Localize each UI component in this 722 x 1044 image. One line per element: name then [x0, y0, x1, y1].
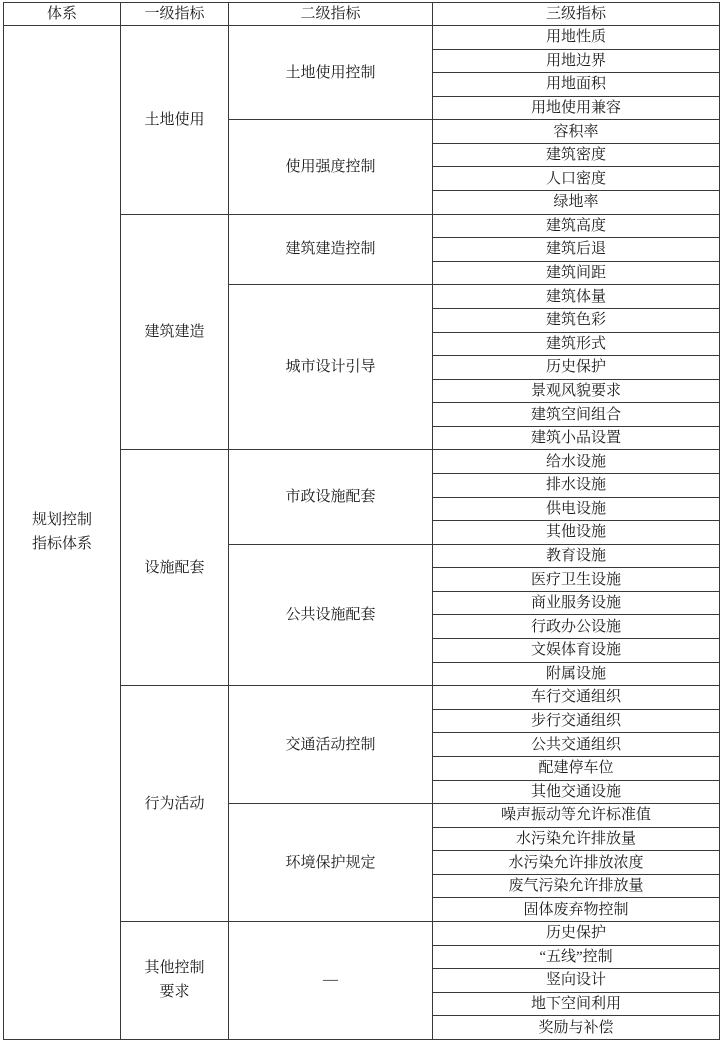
level1-cell: [121, 450, 229, 686]
level3-cell: 附属设施: [433, 662, 720, 686]
level3-cell: 医疗卫生设施: [433, 568, 720, 592]
header-system: 体系: [4, 3, 121, 26]
level2-cell: 土地使用控制: [229, 26, 433, 120]
level3-cell: 竖向设计: [433, 969, 720, 993]
level3-cell: “五线”控制: [433, 945, 720, 969]
level3-cell: 建筑间距: [433, 261, 720, 285]
level3-cell: 绿地率: [433, 191, 720, 215]
level3-cell: 水污染允许排放量: [433, 827, 720, 851]
level3-cell: 建筑后退: [433, 238, 720, 262]
level2-cell: 环境保护规定: [229, 804, 433, 922]
level3-cell: 给水设施: [433, 450, 720, 474]
level3-cell: 容积率: [433, 120, 720, 144]
level3-cell: 建筑密度: [433, 143, 720, 167]
level1-cell: [121, 686, 229, 922]
level3-cell: 废气污染允许排放量: [433, 874, 720, 898]
level3-cell: 文娱体育设施: [433, 639, 720, 663]
level3-cell: 供电设施: [433, 497, 720, 521]
level3-cell: 建筑小品设置: [433, 426, 720, 450]
header-level3: 三级指标: [433, 3, 720, 26]
level3-cell: 车行交通组织: [433, 686, 720, 710]
level3-cell: 排水设施: [433, 473, 720, 497]
level3-cell: 其他设施: [433, 521, 720, 545]
system-cell: [4, 26, 121, 1040]
indicator-table: [3, 2, 720, 1040]
header-level2: 二级指标: [229, 3, 433, 26]
level3-cell: 建筑体量: [433, 285, 720, 309]
level3-cell: 商业服务设施: [433, 591, 720, 615]
system-label-line: 规划控制: [31, 512, 92, 529]
level3-cell: 步行交通组织: [433, 709, 720, 733]
level2-cell: —: [229, 921, 433, 1039]
level3-cell: 用地性质: [433, 26, 720, 50]
level3-cell: 历史保护: [433, 356, 720, 380]
header-level1: 一级指标: [121, 3, 229, 26]
level3-cell: 噪声振动等允许标准值: [433, 804, 720, 828]
level2-cell: 公共设施配套: [229, 544, 433, 685]
level2-cell: 建筑建造控制: [229, 214, 433, 285]
level3-cell: 行政办公设施: [433, 615, 720, 639]
level3-cell: 建筑高度: [433, 214, 720, 238]
level3-cell: 地下空间利用: [433, 992, 720, 1016]
table-row: [4, 26, 720, 50]
system-label-line: 指标体系: [31, 536, 92, 553]
level1-cell: [121, 26, 229, 215]
level2-cell: 城市设计引导: [229, 285, 433, 450]
level3-cell: 建筑空间组合: [433, 403, 720, 427]
level1-cell: [121, 214, 229, 450]
level1-label: 土地使用: [144, 111, 205, 128]
level3-cell: 用地面积: [433, 73, 720, 97]
level3-cell: 其他交通设施: [433, 780, 720, 804]
level1-cell: [121, 921, 229, 1039]
header-row: [4, 3, 720, 26]
level3-cell: 景观风貌要求: [433, 379, 720, 403]
table-header: [4, 3, 720, 26]
level3-cell: 配建停车位: [433, 756, 720, 780]
level1-label: 设施配套: [144, 559, 205, 576]
level3-cell: 建筑色彩: [433, 308, 720, 332]
level3-cell: 固体废弃物控制: [433, 898, 720, 922]
level3-cell: 用地使用兼容: [433, 96, 720, 120]
level3-cell: 奖励与补偿: [433, 1016, 720, 1040]
level3-cell: 建筑形式: [433, 332, 720, 356]
level3-cell: 公共交通组织: [433, 733, 720, 757]
level2-cell: 使用强度控制: [229, 120, 433, 214]
table-body: [4, 26, 720, 1040]
level1-label: 行为活动: [144, 795, 205, 812]
level3-cell: 历史保护: [433, 921, 720, 945]
level3-cell: 教育设施: [433, 544, 720, 568]
level2-cell: 市政设施配套: [229, 450, 433, 544]
level1-label: 其他控制: [144, 960, 205, 977]
level3-cell: 水污染允许排放浓度: [433, 851, 720, 875]
level1-label: 建筑建造: [144, 324, 205, 341]
level2-cell: 交通活动控制: [229, 686, 433, 804]
level1-label: 要求: [159, 984, 190, 1001]
level3-cell: 人口密度: [433, 167, 720, 191]
level3-cell: 用地边界: [433, 49, 720, 73]
